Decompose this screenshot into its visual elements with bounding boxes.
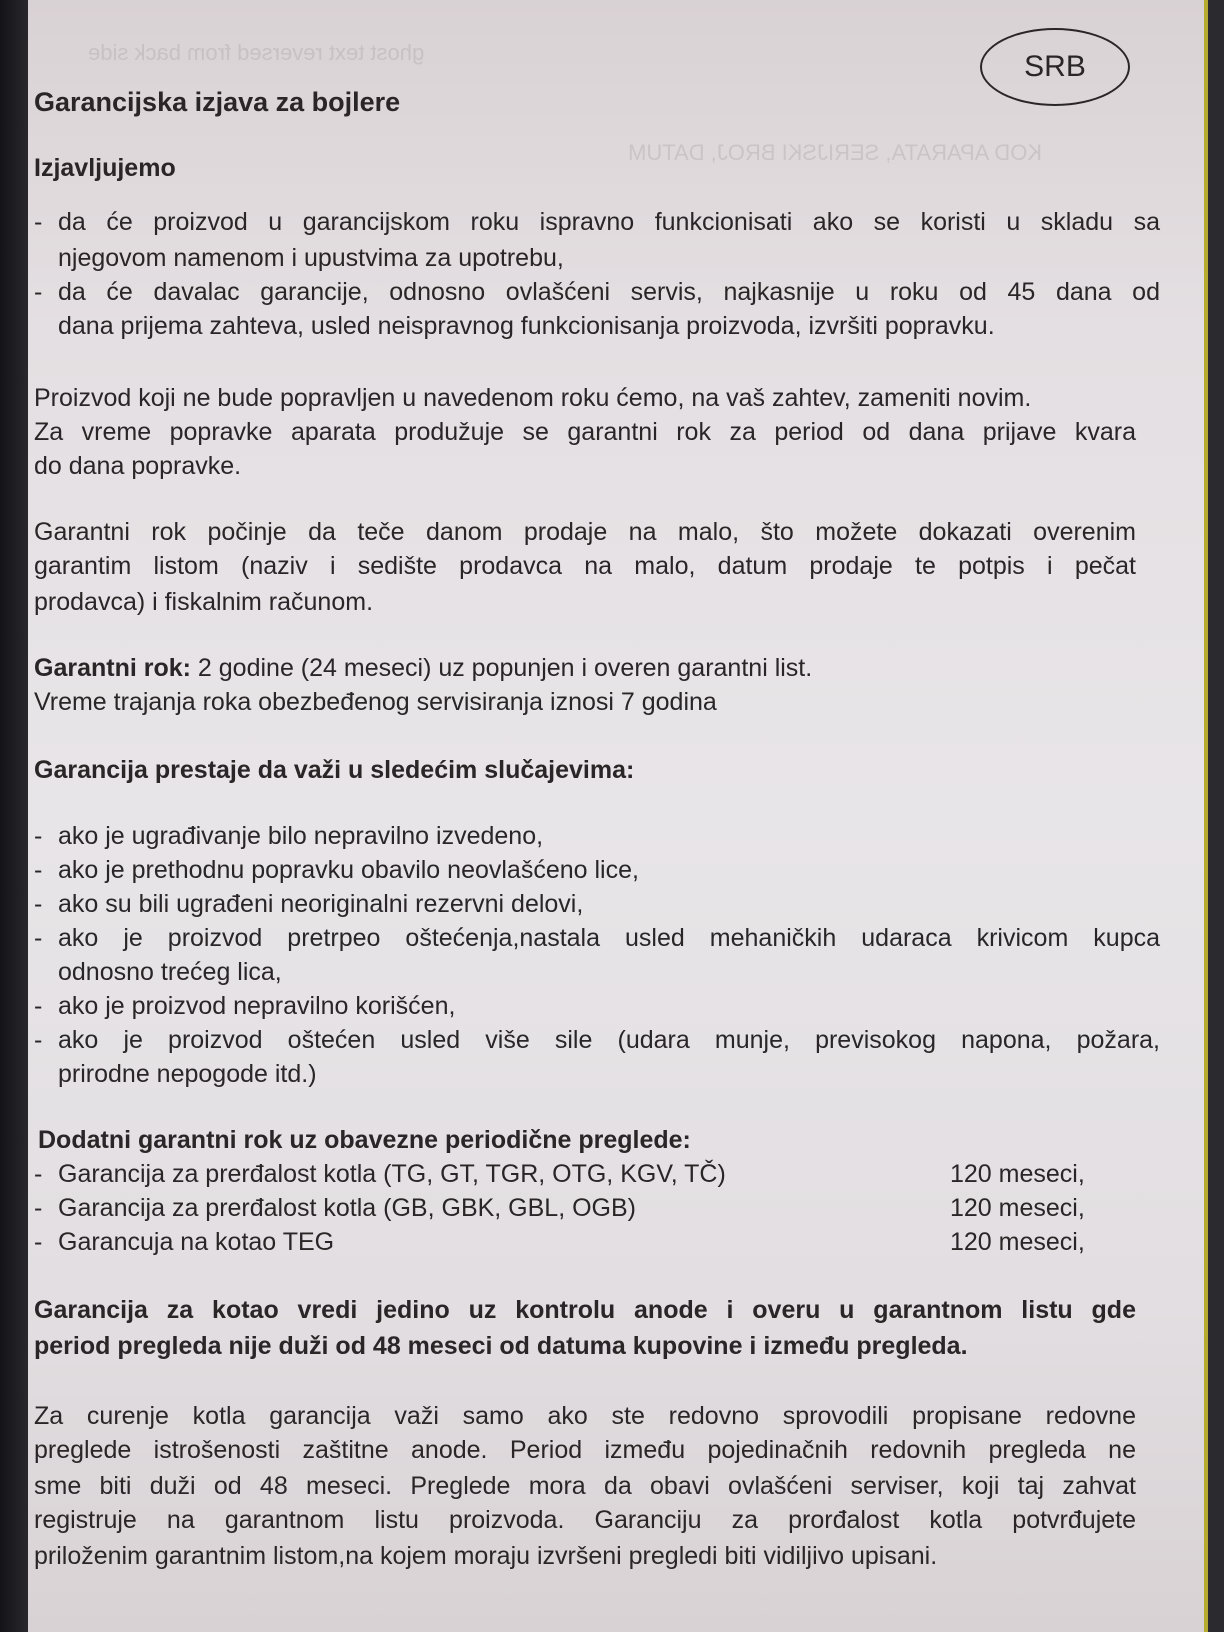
bullet-dash: - bbox=[34, 1160, 43, 1188]
extra-warranty-row bbox=[34, 1190, 1160, 1226]
list-item-text: da će proizvod u garancijskom roku ispravno funkcionisati ako se koristi u skladu sa bbox=[58, 208, 1160, 236]
list-item-text: ako je proizvod pretrpeo oštećenja,nastala usled mehaničkih udaraca krivicom kupca bbox=[58, 924, 1160, 952]
warranty-text: 2 godine (24 meseci) uz popunjen i overen garantni list. bbox=[190, 654, 813, 682]
bleed-through-text: KOD APARATA, SERIJSKI BROJ, DATUM bbox=[628, 140, 1042, 165]
list-item bbox=[34, 818, 543, 854]
bullet-dash: - bbox=[34, 278, 43, 306]
paragraph-line: priloženim garantnim listom,na kojem moraju izvršeni pregledi biti vidiljivo upisani. bbox=[34, 1542, 938, 1570]
list-item bbox=[34, 852, 639, 888]
list-item-continuation: dana prijema zahteva, usled neispravnog funkcionisanja proizvoda, izvršiti popravku. bbox=[58, 312, 995, 340]
paragraph-line: Za curenje kotla garancija važi samo ako ste redovno sprovodili propisane redovne bbox=[34, 1402, 1136, 1430]
background-right-edge bbox=[1208, 0, 1224, 1632]
list-item-text: ako je proizvod nepravilno korišćen, bbox=[58, 992, 456, 1020]
service-period: Vreme trajanja roka obezbeđenog servisiranja iznosi 7 godina bbox=[34, 688, 717, 716]
bullet-dash: - bbox=[34, 992, 43, 1020]
paragraph-line: Garantni rok počinje da teče danom prodaje na malo, što možete dokazati overenim bbox=[34, 518, 1136, 546]
paragraph-line: registruje na garantnom listu proizvoda. Garanciju za prorđalost kotla potvrđujete bbox=[34, 1506, 1136, 1534]
bold-note-line: Garancija za kotao vredi jedino uz kontrolu anode i overu u garantnom listu gde bbox=[34, 1296, 1136, 1324]
bullet-dash: - bbox=[34, 890, 43, 918]
extra-warranty-row bbox=[34, 1156, 1160, 1192]
page-title: Garancijska izjava za bojlere bbox=[34, 87, 401, 117]
bullet-dash: - bbox=[34, 924, 43, 952]
list-item bbox=[34, 274, 1160, 310]
section-heading-declare: Izjavljujemo bbox=[34, 154, 176, 182]
list-item-text: da će davalac garancije, odnosno ovlašćeni servis, najkasnije u roku od 45 dana od bbox=[58, 278, 1160, 306]
bullet-dash: - bbox=[34, 208, 43, 236]
extra-warranty-months: 120 meseci, bbox=[950, 1160, 1085, 1188]
extra-warranty-label: Garancija za prerđalost kotla (TG, GT, TGR, OTG, KGV, TČ) bbox=[58, 1160, 726, 1188]
warranty-period bbox=[34, 650, 812, 686]
bold-note-line: period pregleda nije duži od 48 meseci od datuma kupovine i između pregleda. bbox=[34, 1332, 968, 1360]
extra-warranty-label: Garancija za prerđalost kotla (GB, GBK, GBL, OGB) bbox=[58, 1194, 636, 1222]
list-item bbox=[34, 1022, 1160, 1058]
bleed-through-text: ghost text reversed from back side bbox=[88, 40, 425, 65]
warranty-label: Garantni rok: bbox=[34, 654, 191, 682]
paragraph-line: do dana popravke. bbox=[34, 452, 242, 480]
bullet-dash: - bbox=[34, 1194, 43, 1222]
bullet-dash: - bbox=[34, 1228, 43, 1256]
paragraph-line: Proizvod koji ne bude popravljen u navedenom roku ćemo, na vaš zahtev, zameniti novim. bbox=[34, 384, 1032, 412]
list-item bbox=[34, 920, 1160, 956]
country-badge: SRB bbox=[980, 28, 1130, 106]
bullet-dash: - bbox=[34, 856, 43, 884]
bullet-dash: - bbox=[34, 1026, 43, 1054]
list-item-continuation: prirodne nepogode itd.) bbox=[58, 1060, 317, 1088]
bullet-dash: - bbox=[34, 822, 43, 850]
paragraph-line: garantim listom (naziv i sedište prodavca na malo, datum prodaje te potpis i pečat bbox=[34, 552, 1136, 580]
background-left-edge bbox=[0, 0, 30, 1632]
list-item-text: ako je prethodnu popravku obavilo neovlašćeno lice, bbox=[58, 856, 639, 884]
list-item-text: ako je ugrađivanje bilo nepravilno izvedeno, bbox=[58, 822, 544, 850]
extra-warranty-row bbox=[34, 1224, 1160, 1260]
paragraph-line: Za vreme popravke aparata produžuje se garantni rok za period od dana prijave kvara bbox=[34, 418, 1136, 446]
list-item bbox=[34, 988, 455, 1024]
extra-warranty-label: Garancuja na kotao TEG bbox=[58, 1228, 335, 1256]
extra-warranty-months: 120 meseci, bbox=[950, 1228, 1085, 1256]
list-item bbox=[34, 886, 583, 922]
list-item-text: ako je proizvod oštećen usled više sile (udara munje, previsokog napona, požara, bbox=[58, 1026, 1160, 1054]
paragraph-line: preglede istrošenosti zaštitne anode. Period između pojedinačnih redovnih pregleda ne bbox=[34, 1436, 1136, 1464]
section-heading-extra: Dodatni garantni rok uz obavezne periodične preglede: bbox=[38, 1126, 691, 1154]
list-item-text: ako su bili ugrađeni neoriginalni rezervni delovi, bbox=[58, 890, 584, 918]
extra-warranty-months: 120 meseci, bbox=[950, 1194, 1085, 1222]
paragraph-line: sme biti duži od 48 meseci. Preglede mora da obavi ovlašćeni serviser, koji taj zahvat bbox=[34, 1472, 1136, 1500]
paragraph-line: prodavca) i fiskalnim računom. bbox=[34, 588, 374, 616]
list-item bbox=[34, 204, 1160, 240]
list-item-continuation: odnosno trećeg lica, bbox=[58, 958, 282, 986]
document-page bbox=[28, 0, 1208, 1632]
list-item-continuation: njegovom namenom i upustvima za upotrebu, bbox=[58, 244, 564, 272]
section-heading-void: Garancija prestaje da važi u sledećim slučajevima: bbox=[34, 756, 635, 784]
